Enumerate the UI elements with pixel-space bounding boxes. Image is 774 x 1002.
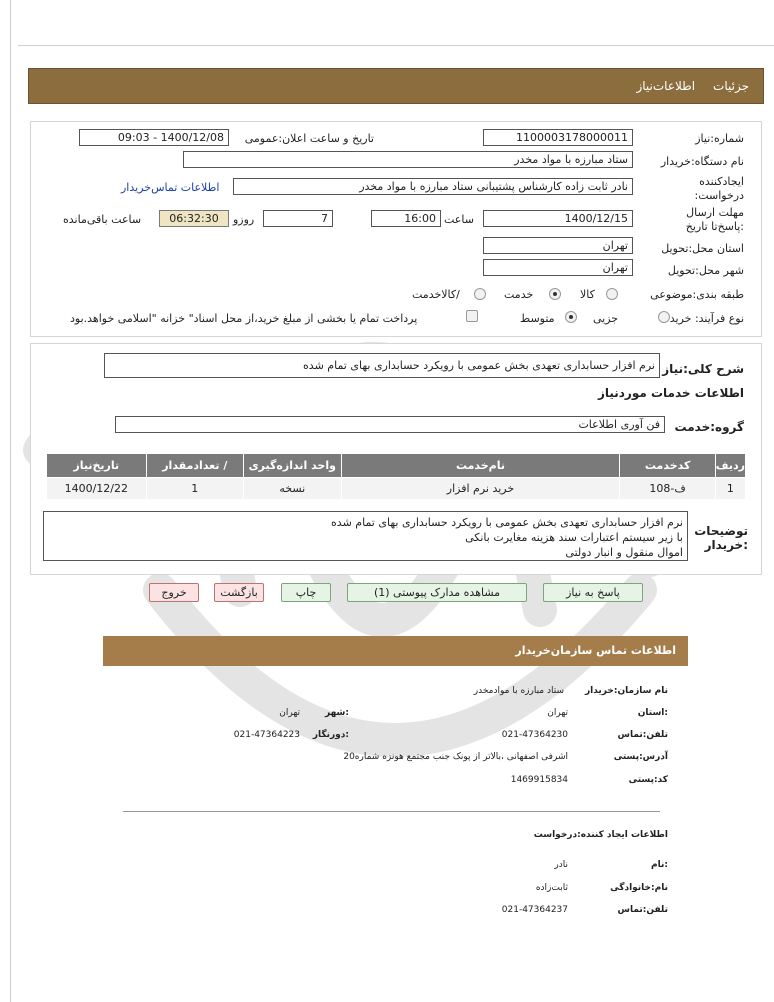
org-value: ستاد مبارزه با موادمخدر (473, 686, 564, 696)
services-title: اطلاعات خدمات موردنیاز (597, 386, 744, 400)
category-goods-radio[interactable] (606, 288, 618, 300)
deadline-time-field: 16:00 (371, 210, 441, 227)
process-label: نوع فرآیند: خرید (669, 312, 744, 325)
need-number-field: 1100003178000011 (483, 129, 633, 146)
cell-service-code: ف-108 (620, 478, 715, 500)
announce-field: 1400/12/08 - 09:03 (79, 129, 229, 146)
contact-province-label: :استان (637, 708, 668, 718)
province-field: تهران (483, 237, 633, 254)
creator-name-label: :نام (651, 860, 668, 870)
buyer-desc-line-1: نرم افزار حسابداری تعهدی بخش عمومی با رویکرد حسابداری بهای تمام شده (331, 516, 683, 529)
col-quantity: / تعدادمقدار (146, 454, 243, 478)
creator-family-value: ثابت‌زاده (535, 883, 568, 893)
table-header-row (47, 454, 746, 478)
process-minor-label: جزیی (593, 312, 619, 325)
days-field: 7 (263, 210, 333, 227)
creator-name-value: نادر (554, 860, 568, 870)
remaining-time-field: 06:32:30 (159, 210, 229, 227)
services-table (46, 453, 746, 500)
org-label: نام سازمان:خریدار (584, 686, 668, 696)
buyer-desc-field (43, 511, 688, 561)
back-button[interactable]: بازگشت (214, 583, 264, 602)
cell-unit: نسخه (244, 478, 341, 500)
reply-button[interactable]: پاسخ به نیاز (543, 583, 643, 602)
service-group-label: گروه:خدمت (674, 420, 744, 434)
remaining-label: ساعت باقی‌مانده (63, 213, 142, 226)
buyer-contact-link[interactable]: اطلاعات تماس‌خریدار (121, 181, 220, 194)
fax-value: 021-47364223 (233, 730, 300, 740)
city-label: شهر محل:تحویل (667, 264, 744, 277)
general-desc-label: شرح کلی:نیاز (662, 362, 744, 376)
creator-field: نادر ثابت زاده کارشناس پشتیبانی ستاد مبارزه با مواد مخدر (233, 178, 633, 195)
buyer-org-field: ستاد مبارزه با مواد مخدر (183, 151, 633, 168)
phone-label: تلفن:تماس (617, 730, 668, 740)
category-goods-service-radio[interactable] (474, 288, 486, 300)
cell-need-date: 1400/12/22 (47, 478, 147, 500)
address-value: اشرفی اصفهانی ،بالاتر از پونک جنب مجتمع هونزه شماره20 (343, 752, 568, 762)
time-label: ساعت (444, 213, 474, 226)
process-medium-radio[interactable] (565, 311, 577, 323)
fax-label: :دورنگار (312, 730, 349, 740)
category-service-label: خدمت (504, 288, 534, 301)
treasury-payment-note: پرداخت تمام یا بخشی از مبلغ خرید،از محل اسناد" خزانه "اسلامی خواهد.بود (70, 312, 418, 325)
col-need-date: تاریخ‌نیاز (47, 454, 147, 478)
contact-city-value: تهران (279, 708, 300, 718)
buyer-desc-line-2: با زیر سیستم اعتبارات سند هزینه مغایرت بانکی (465, 531, 683, 544)
col-row: ردیف (715, 454, 745, 478)
creator-phone-value: 021-47364237 (501, 905, 568, 915)
category-goods-service-label: /کالاخدمت (412, 288, 460, 301)
col-unit: واحد اندازه‌گیری (244, 454, 341, 478)
deadline-date-field: 1400/12/15 (483, 210, 633, 227)
creator-family-label: نام:خانوادگی (610, 883, 668, 893)
creator-phone-label: تلفن:تماس (617, 905, 668, 915)
buyer-org-label: نام دستگاه:خریدار (660, 155, 744, 168)
print-button[interactable]: چاپ (281, 583, 331, 602)
postal-value: 1469915834 (510, 775, 568, 785)
general-desc-field: نرم افزار حسابداری تعهدی بخش عمومی با رویکرد حسابداری بهای تمام شده (104, 353, 660, 378)
buyer-desc-label: توضیحات :خریدار (694, 524, 748, 552)
contact-divider (123, 811, 660, 812)
deadline-label: مهلت ارسال :پاسخ‌تا تاریخ (685, 206, 744, 233)
left-border (10, 0, 11, 1002)
postal-label: کد:پستی (628, 775, 668, 785)
day-label: روزو (233, 213, 255, 226)
buyer-desc-line-3: اموال منقول و انبار دولتی (565, 546, 683, 559)
announce-label: تاریخ و ساعت اعلان:عمومی (244, 132, 374, 145)
category-service-radio[interactable] (549, 288, 561, 300)
col-service-code: کدخدمت (620, 454, 715, 478)
tab-need-info[interactable]: اطلاعات‌نیاز (636, 79, 696, 93)
creator-info-title: اطلاعات ایجاد کننده:درخواست (533, 830, 668, 840)
contact-province-value: تهران (547, 708, 568, 718)
table-row (47, 478, 746, 500)
city-field: تهران (483, 259, 633, 276)
col-service-name: نام‌خدمت (341, 454, 620, 478)
cell-quantity: 1 (146, 478, 243, 500)
attachments-button[interactable]: مشاهده مدارک پیوستی (1) (347, 583, 527, 602)
contact-city-label: :شهر (325, 708, 349, 718)
contact-header: اطلاعات تماس سازمان‌خریدار (103, 636, 688, 666)
treasury-payment-checkbox[interactable] (466, 310, 478, 322)
category-goods-label: کالا (580, 288, 595, 301)
cell-service-name: خرید نرم افزار (341, 478, 620, 500)
province-label: استان محل:تحویل (661, 242, 744, 255)
process-medium-label: متوسط (520, 312, 555, 325)
top-divider (18, 45, 774, 46)
category-label: طبقه بندی:موضوعی (650, 288, 744, 301)
process-minor-radio[interactable] (658, 311, 670, 323)
address-label: آدرس:پستی (613, 752, 668, 762)
cell-row: 1 (715, 478, 745, 500)
exit-button[interactable]: خروج (149, 583, 199, 602)
tab-details[interactable]: جزئیات (713, 79, 749, 93)
need-number-label: شماره:نیاز (695, 132, 744, 145)
creator-label: ایجادکننده درخواست: (694, 175, 744, 202)
page-header (28, 68, 764, 104)
service-group-field: فن آوری اطلاعات (115, 416, 665, 433)
phone-value: 021-47364230 (501, 730, 568, 740)
